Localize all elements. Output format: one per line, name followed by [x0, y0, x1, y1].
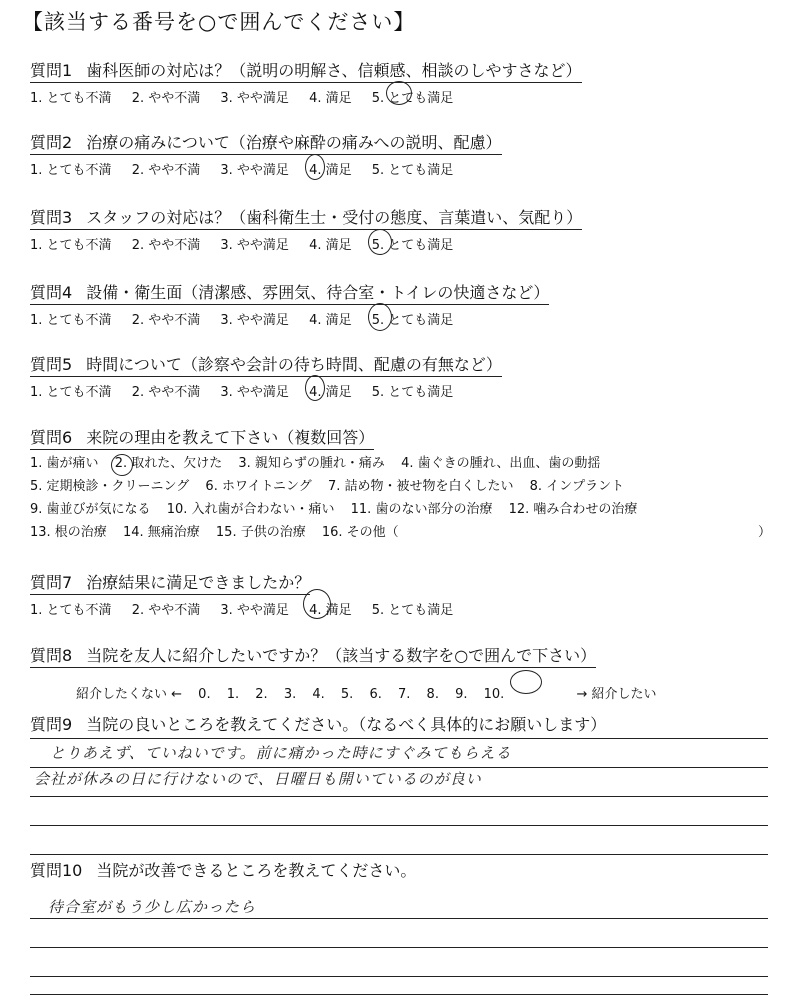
reason-7[interactable]: 7. 詰め物・被せ物を白くしたい [327, 479, 514, 494]
scale-2[interactable]: 2. [255, 687, 268, 702]
option-4[interactable]: 4. 満足 [309, 313, 352, 328]
reason-10[interactable]: 10. 入れ歯が合わない・痛い [166, 502, 335, 517]
question-number: 質問5 [30, 355, 73, 374]
answer-line [30, 994, 768, 995]
reason-9[interactable]: 9. 歯並びが気になる [30, 502, 151, 517]
reason-options [30, 452, 790, 544]
answer-line [30, 854, 768, 855]
question-text: 治療の痛みについて（治療や麻酔の痛みへの説明、配慮） [86, 133, 502, 152]
question-7 [30, 570, 790, 618]
answer-options [30, 234, 790, 253]
reason-14[interactable]: 14. 無痛治療 [122, 525, 200, 540]
circle-mark [111, 454, 133, 476]
handwritten-answer-line-2: 会社が休みの日に行けないので、日曜日も開いているのが良い [34, 770, 482, 788]
reason-6[interactable]: 6. ホワイトニング [205, 479, 312, 494]
answer-line [30, 796, 768, 797]
scale-8[interactable]: 8. [426, 687, 439, 702]
question-text: スタッフの対応は？（歯科衛生士・受付の態度、言葉遣い、気配り） [86, 208, 583, 227]
reason-row [30, 498, 790, 521]
reason-row [30, 452, 790, 475]
answer-line [30, 738, 768, 739]
scale-5[interactable]: 5. [340, 687, 354, 702]
question-number: 質問10 [30, 861, 83, 880]
option-1[interactable]: 1. とても不満 [30, 603, 112, 618]
option-4[interactable]: 4. 満足 [309, 91, 352, 106]
circle-mark [386, 81, 412, 105]
scale-7[interactable]: 7. [398, 687, 411, 702]
question-10 [30, 858, 790, 882]
reason-row [30, 521, 790, 544]
option-4-selected[interactable]: 4. 満足 [309, 159, 352, 178]
option-3[interactable]: 3. やや満足 [220, 603, 289, 618]
reason-1[interactable]: 1. 歯が痛い [30, 456, 99, 471]
reason-2-selected[interactable]: 2. 取れた、欠けた [115, 452, 223, 475]
circle-mark [305, 375, 325, 401]
answer-line [30, 947, 768, 948]
question-3-title [30, 205, 582, 230]
option-2[interactable]: 2. やや不満 [131, 603, 201, 618]
question-4 [30, 280, 790, 328]
option-4-selected[interactable]: 4. 満足 [309, 381, 352, 400]
answer-line [30, 918, 768, 919]
option-5-selected[interactable]: 5. とても満足 [372, 309, 454, 328]
question-text: 設備・衛生面（清潔感、雰囲気、待合室・トイレの快適さなど） [86, 283, 550, 302]
question-text: 当院が改善できるところを教えてください。 [96, 861, 417, 880]
answer-options [30, 599, 790, 618]
reason-12[interactable]: 12. 噛み合わせの治療 [508, 502, 638, 517]
question-text: 当院を友人に紹介したいですか？（該当する数字を○で囲んで下さい） [86, 646, 597, 665]
question-number: 質問1 [30, 61, 73, 80]
question-1-title [30, 58, 582, 83]
question-8 [30, 643, 790, 702]
question-6-title [30, 425, 374, 450]
question-2 [30, 130, 790, 178]
answer-line [30, 825, 768, 826]
question-number: 質問2 [30, 133, 73, 152]
question-3 [30, 205, 790, 253]
scale-0[interactable]: 0. [198, 687, 211, 702]
question-text: 来院の理由を教えて下さい（複数回答） [86, 428, 375, 447]
option-5[interactable]: 5. とても満足 [371, 603, 454, 618]
answer-options [30, 381, 790, 400]
question-10-title [30, 858, 416, 882]
question-9-title [30, 712, 606, 736]
question-number: 質問8 [30, 646, 73, 665]
scale-right-label: → 紹介したい [576, 687, 657, 702]
answer-options [30, 159, 790, 178]
option-3[interactable]: 3. やや満足 [220, 313, 289, 328]
question-number: 質問9 [30, 715, 73, 734]
handwritten-answer-line-1: 待合室がもう少し広かったら [48, 898, 257, 916]
option-2[interactable]: 2. やや不満 [131, 238, 201, 253]
question-text: 歯科医師の対応は？（説明の明解さ、信頼感、相談のしやすさなど） [86, 61, 582, 80]
option-5-selected[interactable]: 5. とても満足 [372, 87, 454, 106]
reason-15[interactable]: 15. 子供の治療 [215, 525, 306, 540]
question-text: 当院の良いところを教えてください。（なるべく具体的にお願いします） [86, 715, 607, 734]
scale-6[interactable]: 6. [369, 687, 382, 702]
option-5[interactable]: 5. とても満足 [371, 163, 454, 178]
question-number: 質問6 [30, 428, 73, 447]
reason-8[interactable]: 8. インプラント [529, 479, 625, 494]
question-8-title [30, 643, 596, 668]
answer-line [30, 976, 768, 977]
option-1[interactable]: 1. とても不満 [30, 91, 112, 106]
scale-4[interactable]: 4. [312, 687, 325, 702]
circle-mark [510, 670, 542, 694]
option-5-selected[interactable]: 5. とても満足 [372, 234, 454, 253]
circle-mark [305, 154, 325, 180]
reason-11[interactable]: 11. 歯のない部分の治療 [350, 502, 493, 517]
option-4-selected[interactable]: 4. 満足 [309, 599, 352, 618]
question-5-title [30, 352, 502, 377]
reason-4[interactable]: 4. 歯ぐきの腫れ、出血、歯の動揺 [401, 456, 601, 471]
reason-13[interactable]: 13. 根の治療 [30, 525, 107, 540]
recommend-scale [76, 674, 790, 702]
option-1[interactable]: 1. とても不満 [30, 313, 112, 328]
circle-mark [368, 303, 392, 331]
option-1[interactable]: 1. とても不満 [30, 238, 112, 253]
question-2-title [30, 130, 502, 155]
option-2[interactable]: 2. やや不満 [131, 91, 201, 106]
answer-options [30, 309, 790, 328]
option-2[interactable]: 2. やや不満 [131, 313, 201, 328]
other-close-paren: ） [758, 525, 772, 540]
reason-row [30, 475, 790, 498]
question-9 [30, 712, 790, 736]
question-4-title [30, 280, 549, 305]
question-number: 質問3 [30, 208, 73, 227]
scale-1[interactable]: 1. [226, 687, 240, 702]
option-2[interactable]: 2. やや不満 [131, 385, 201, 400]
scale-9[interactable]: 9. [455, 687, 468, 702]
reason-3[interactable]: 3. 親知らずの腫れ・痛み [238, 456, 385, 471]
scale-10-selected[interactable]: 10. [484, 674, 561, 702]
question-number: 質問7 [30, 573, 73, 592]
question-number: 質問4 [30, 283, 73, 302]
circle-mark [368, 229, 392, 255]
option-2[interactable]: 2. やや不満 [131, 163, 201, 178]
option-3[interactable]: 3. やや満足 [220, 385, 289, 400]
option-3[interactable]: 3. やや満足 [220, 163, 289, 178]
question-1 [30, 58, 790, 106]
question-text: 治療結果に満足できましたか？ [86, 573, 311, 592]
circle-mark [303, 589, 331, 619]
answer-options [30, 87, 790, 106]
option-5[interactable]: 5. とても満足 [371, 385, 454, 400]
reason-16-other[interactable]: 16. その他（ [321, 525, 399, 540]
option-1[interactable]: 1. とても不満 [30, 163, 112, 178]
option-3[interactable]: 3. やや満足 [220, 238, 289, 253]
scale-3[interactable]: 3. [283, 687, 297, 702]
option-3[interactable]: 3. やや満足 [220, 91, 289, 106]
scale-left-label: 紹介したくない ← [76, 687, 183, 702]
page-title: 【該当する番号を○で囲んでください】 [22, 10, 416, 34]
question-5 [30, 352, 790, 400]
option-1[interactable]: 1. とても不満 [30, 385, 112, 400]
handwritten-answer-line-1: とりあえず、ていねいです。前に痛かった時にすぐみてもらえる [50, 744, 512, 762]
reason-5[interactable]: 5. 定期検診・クリーニング [30, 479, 190, 494]
question-6 [30, 425, 790, 544]
question-text: 時間について（診察や会計の待ち時間、配慮の有無など） [86, 355, 502, 374]
option-4[interactable]: 4. 満足 [309, 238, 352, 253]
question-7-title [30, 570, 310, 595]
